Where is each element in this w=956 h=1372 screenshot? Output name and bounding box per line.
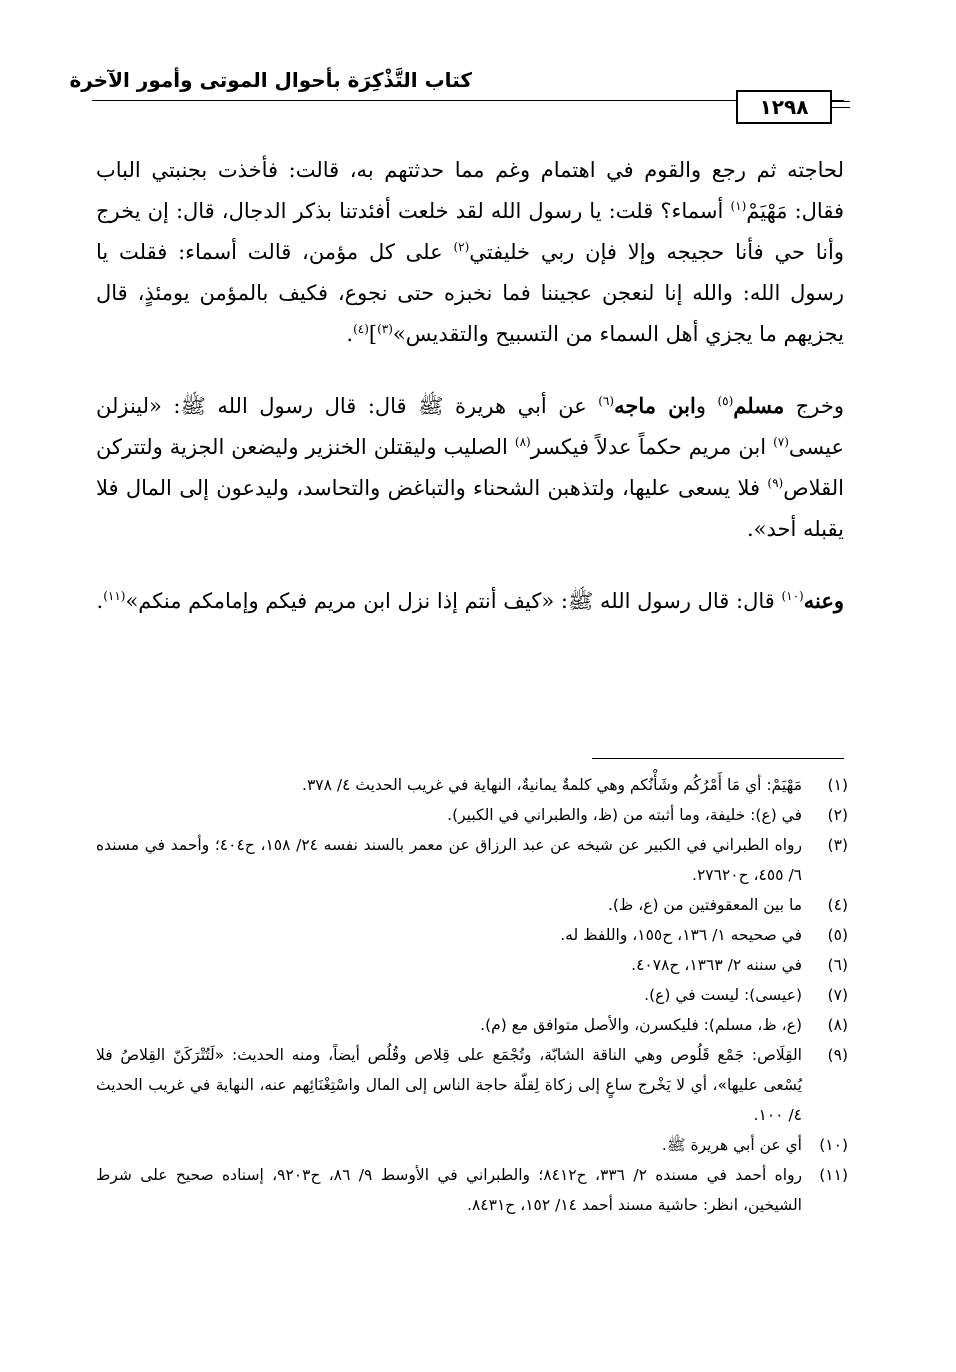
footnote-ref: (٢): [453, 240, 470, 254]
footnote-ref: (١): [730, 199, 747, 213]
footnote-text: القِلَاص: جَمْع قَلُوص وهي الناقة الشابّة، وتُجْمَع على قِلاص وقُلُص أيضاً، ومنه الحديث: «لَتُتْرَكَنّ القِلاصُ فلا يُسْعى عليها»، أي لا يَخْرج ساعٍ إلى زكاة لِقلّة حاجة الناس إلى المال واسْتِغْنَائِهم عنه، النهاية في غريب الحديث ٤/ ١٠٠.: [96, 1046, 802, 1124]
page-number-rule-bottom: [830, 107, 850, 108]
footnote-text: (ع، ظ، مسلم): فليكسرن، والأصل متوافق مع (م).: [480, 1016, 802, 1034]
main-text: [96, 150, 844, 652]
footnote-number: (١٠): [819, 1136, 848, 1154]
running-header-title: كتاب التَّذْكِرَة بأحوال الموتى وأمور الآخرة: [69, 68, 472, 92]
footnote-number: (٤): [827, 896, 848, 914]
source-name-muslim: مسلم: [733, 393, 785, 418]
footnote-ref: (٤): [353, 322, 369, 336]
text-run: .: [346, 322, 354, 346]
footnote-item: [96, 800, 848, 830]
footnote-number: (١): [827, 776, 848, 794]
footnote-ref: (٧): [773, 435, 789, 449]
footnote-ref: (٩): [767, 476, 784, 490]
footnote-text: في سننه ٢/ ١٣٦٣، ح٤٠٧٨.: [631, 956, 802, 974]
footnote-number: (٨): [827, 1016, 848, 1034]
text-run: على كل مؤمن، قالت أسماء: فقلت يا رسول الله: والله إنا لنعجن عجيننا فما نخبزه حتى نجوع، فكيف بالمؤمن يومئذٍ، قال يجزيهم ما يجزي أهل السماء من التسبيح والتقديس»: [96, 240, 844, 346]
footnote-number: (٢): [827, 806, 848, 824]
footnote-text: ما بين المعقوفتين من (ع، ظ).: [607, 896, 802, 914]
footnote-ref: (١٠): [781, 589, 804, 603]
text-run: قال: قال رسول الله ﷺ: «كيف أنتم إذا نزل ابن مريم فيكم وإمامكم منكم»: [125, 589, 782, 613]
footnote-item: [96, 770, 848, 800]
text-run: فلا يسعى عليها، ولتذهبن الشحناء والتباغض والتحاسد، وليدعون إلى المال فلا يقبله أحد».: [96, 476, 844, 541]
text-run: عن أبي هريرة ﷺ قال: قال رسول الله ﷺ: «لينزلن عيسى: [96, 394, 845, 459]
footnote-ref: (٨): [514, 435, 531, 449]
paragraph-1: [96, 150, 844, 355]
page-number-rule-top: [830, 101, 850, 102]
text-run: وخرج: [784, 394, 844, 418]
footnote-item: [96, 830, 848, 890]
footnote-text: رواه أحمد في مسنده ٢/ ٣٣٦، ح٨٤١٢؛ والطبراني في الأوسط ٩/ ٨٦، ح٩٢٠٣، إسناده صحيح على شرط الشيخين، انظر: حاشية مسند أحمد ١٤/ ١٥٢، ح٨٤٣١.: [96, 1166, 803, 1214]
paragraph-2: [96, 385, 844, 550]
footnote-text: رواه الطبراني في الكبير عن شيخه عن عبد الرزاق عن معمر بالسند نفسه ٢٤/ ١٥٨، ح٤٠٤؛ وأحمد في مسنده ٦/ ٤٥٥، ح٢٧٦٢٠.: [96, 836, 802, 884]
footnote-number: (٧): [827, 986, 848, 1004]
text-run: و: [695, 394, 718, 418]
text-run: لحاجته ثم رجع والقوم في اهتمام وغم مما حدثتهم به، قالت: فأخذت بجنبتي الباب فقال: مَهْيَمْ: [96, 158, 844, 223]
footnote-item: [96, 1160, 848, 1220]
footnote-item: [96, 1040, 848, 1130]
footnote-item: [96, 980, 848, 1010]
footnotes: [96, 770, 848, 1220]
footnote-text: أي عن أبي هريرة ﷺ.: [661, 1136, 802, 1154]
paragraph-3: [96, 580, 844, 622]
source-name-ibn-majah: ابن ماجه: [614, 393, 696, 418]
text-run: الصليب وليقتلن الخنزير وليضعن الجزية ولتتركن القلاص: [96, 435, 844, 500]
footnote-number: (٦): [827, 956, 848, 974]
footnote-text: (عيسى): ليست في (ع).: [644, 986, 802, 1004]
footnote-ref: (٥): [717, 394, 734, 408]
footnote-item: [96, 890, 848, 920]
text-run: ]: [368, 322, 378, 346]
footnote-text: في (ع): خليفة، وما أثبته من (ظ، والطبراني في الكبير).: [447, 806, 802, 824]
header-rule: [92, 100, 844, 101]
footnote-item: [96, 920, 848, 950]
footnote-text: في صحيحه ١/ ١٣٦، ح١٥٥، واللفظ له.: [560, 926, 802, 944]
footnote-number: (٥): [827, 926, 848, 944]
footnote-item: [96, 1130, 848, 1160]
footnote-number: (١١): [819, 1166, 848, 1184]
footnote-ref: (١١): [103, 589, 126, 603]
page-number: ١٢٩٨: [736, 90, 832, 124]
text-run-bold: وعنه: [803, 588, 844, 613]
footnote-number: (٣): [827, 836, 848, 854]
footnote-item: [96, 1010, 848, 1040]
text-run: ابن مريم حكماً عدلاً فيكسر: [530, 435, 774, 459]
footnote-item: [96, 950, 848, 980]
footnote-number: (٩): [827, 1046, 848, 1064]
text-run: .: [96, 589, 104, 613]
footnote-separator: [592, 758, 844, 759]
footnote-ref: (٦): [598, 394, 615, 408]
footnote-text: مَهْيَمْ: أي مَا أَمْرُكُم وشَأْنُكم وهي كلمةٌ يمانيةٌ، النهاية في غريب الحديث ٤/ ٣٧٨.: [302, 776, 802, 794]
text-run: أسماء؟ قلت: يا رسول الله لقد خلعت أفئدتنا بذكر الدجال، قال: إن يخرج وأنا حي فأنا حجيجه وإلا فإن ربي خليفتي: [96, 199, 844, 264]
footnote-ref: (٣): [377, 322, 393, 336]
